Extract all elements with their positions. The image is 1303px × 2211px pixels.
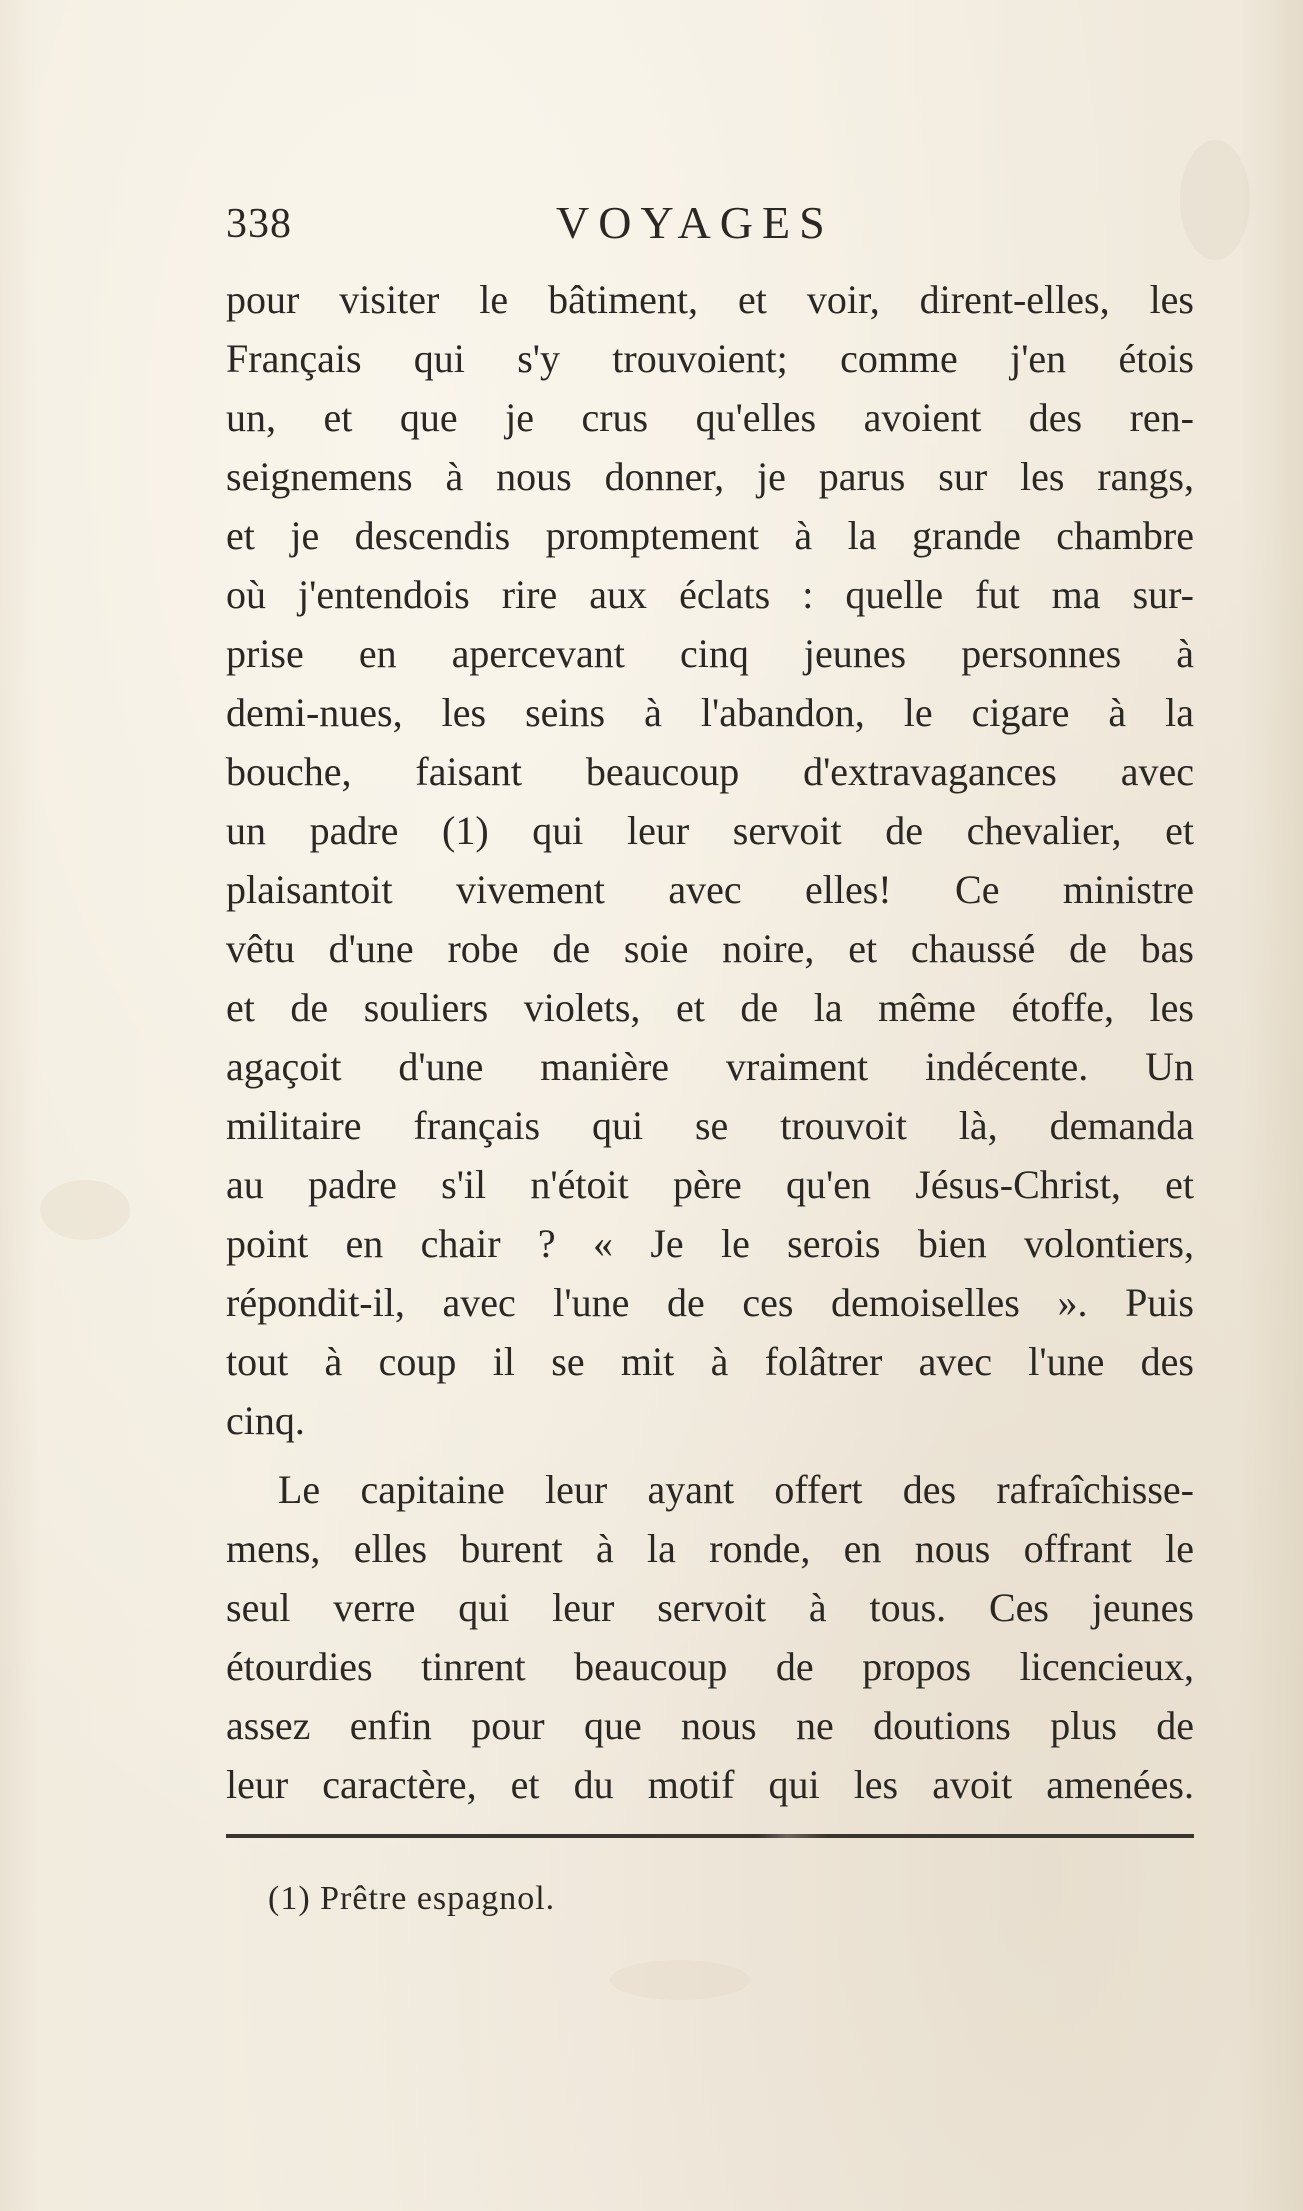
text-line: point en chair ? « Je le serois bien volontiers, (226, 1221, 1194, 1266)
text-line: seul verre qui leur servoit à tous. Ces jeunes (226, 1585, 1194, 1630)
text-line: tout à coup il se mit à folâtrer avec l'une des (226, 1339, 1194, 1384)
text-line: répondit-il, avec l'une de ces demoiselles ». Puis (226, 1280, 1194, 1325)
running-title: VOYAGES (556, 197, 834, 248)
text-line: bouche, faisant beaucoup d'extravagances avec (226, 749, 1194, 794)
text-line: plaisantoit vivement avec elles! Ce ministre (226, 867, 1194, 912)
text-line: au padre s'il n'étoit père qu'en Jésus-Christ, et (226, 1162, 1194, 1207)
text-line: et je descendis promptement à la grande chambre (226, 513, 1194, 558)
paragraph (226, 1460, 1194, 1814)
text-line: pour visiter le bâtiment, et voir, dirent-elles, les (226, 277, 1194, 322)
footnote-rule (226, 1834, 1194, 1838)
text-line: leur caractère, et du motif qui les avoit amenées. (226, 1762, 1194, 1807)
paragraph-gap (226, 1450, 1194, 1460)
page-number: 338 (226, 201, 292, 247)
running-head (226, 196, 1194, 258)
footnote: (1) Prêtre espagnol. (268, 1880, 556, 1917)
text-line: et de souliers violets, et de la même étoffe, les (226, 985, 1194, 1030)
paper-stain (40, 1180, 130, 1240)
paragraph (226, 270, 1194, 1450)
text-line: assez enfin pour que nous ne doutions plus de (226, 1703, 1194, 1748)
text-line: agaçoit d'une manière vraiment indécente. Un (226, 1044, 1194, 1089)
text-line: un, et que je crus qu'elles avoient des ren- (226, 395, 1194, 440)
text-line: un padre (1) qui leur servoit de chevalier, et (226, 808, 1194, 853)
body-text (226, 270, 1194, 1814)
text-line: cinq. (226, 1398, 305, 1443)
text-line: mens, elles burent à la ronde, en nous offrant le (226, 1526, 1194, 1571)
paper-stain (610, 1960, 750, 2000)
text-line: prise en apercevant cinq jeunes personnes à (226, 631, 1194, 676)
text-line: militaire français qui se trouvoit là, demanda (226, 1103, 1194, 1148)
text-line: Français qui s'y trouvoient; comme j'en étois (226, 336, 1194, 381)
text-line: Le capitaine leur ayant offert des rafraîchisse- (278, 1467, 1194, 1512)
text-line: seignemens à nous donner, je parus sur les rangs, (226, 454, 1194, 499)
text-line: demi-nues, les seins à l'abandon, le cigare à la (226, 690, 1194, 735)
text-line: où j'entendois rire aux éclats : quelle fut ma sur- (226, 572, 1194, 617)
text-line: étourdies tinrent beaucoup de propos licencieux, (226, 1644, 1194, 1689)
text-line: vêtu d'une robe de soie noire, et chaussé de bas (226, 926, 1194, 971)
